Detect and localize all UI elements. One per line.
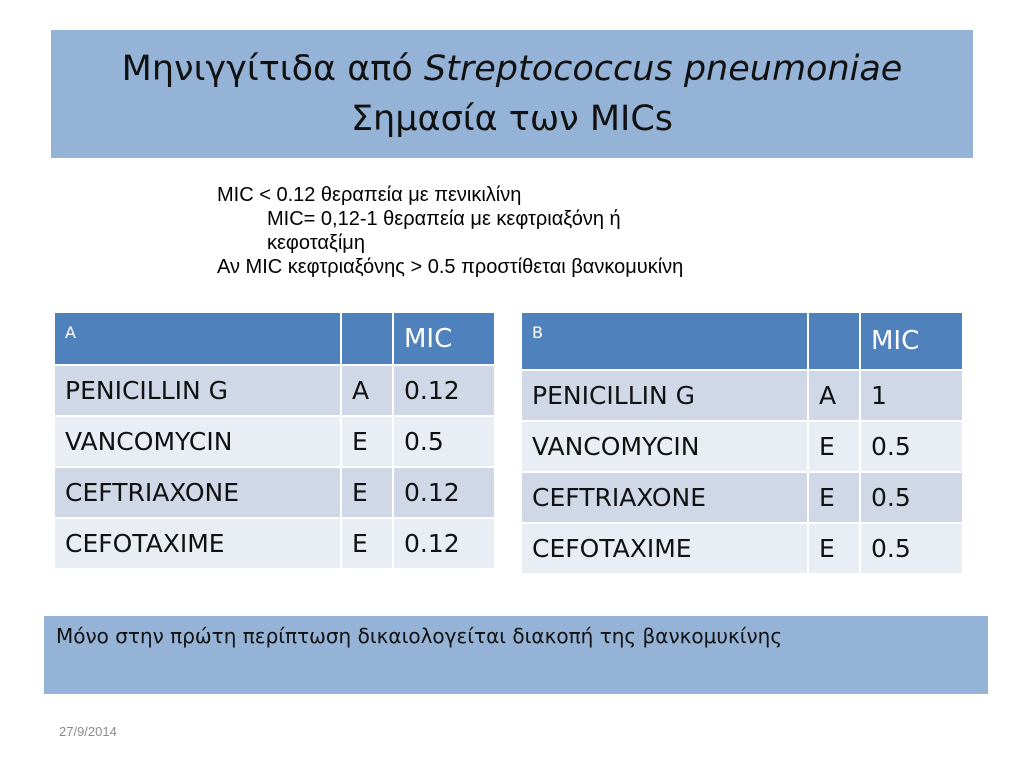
drug-code: E — [341, 518, 393, 569]
table-b-header — [521, 312, 963, 370]
drug-code: E — [808, 421, 860, 472]
table-row — [54, 518, 495, 569]
drug-name: VANCOMYCIN — [521, 421, 808, 472]
table-row — [521, 523, 963, 574]
drug-code: A — [341, 365, 393, 416]
title-prefix: Μηνιγγίτιδα από — [121, 49, 424, 89]
mic-value: 0.12 — [393, 518, 495, 569]
drug-name: VANCOMYCIN — [54, 416, 341, 467]
mic-value: 0.5 — [860, 472, 963, 523]
slide-title — [51, 30, 973, 158]
note-ceftriaxone: MIC= 0,12-1 θεραπεία με κεφτριαξόνη ή — [267, 208, 621, 230]
table-b-mic-header: MIC — [860, 312, 963, 370]
drug-code: E — [808, 523, 860, 574]
table-row — [54, 467, 495, 518]
note-vancomycin: Αν MIC κεφτριαξόνης > 0.5 προστίθεται βανκομυκίνη — [217, 256, 684, 278]
drug-name: CEFOTAXIME — [54, 518, 341, 569]
title-organism: Streptococcus pneumoniae — [423, 49, 903, 89]
table-row — [54, 416, 495, 467]
title-line-1 — [122, 44, 903, 94]
note-cefotaxime: κεφοταξίμη — [267, 232, 365, 254]
table-a-mic-header: MIC — [393, 312, 495, 365]
table-b-col2-header — [808, 312, 860, 370]
table-a — [53, 311, 496, 570]
drug-name: CEFTRIAXONE — [521, 472, 808, 523]
drug-code: E — [341, 416, 393, 467]
title-line-2: Σημασία των MICs — [350, 99, 674, 139]
mic-value: 0.5 — [860, 523, 963, 574]
table-a-label: A — [54, 312, 341, 365]
table-row — [521, 370, 963, 421]
mic-notes — [217, 183, 857, 279]
drug-name: PENICILLIN G — [521, 370, 808, 421]
table-row — [521, 421, 963, 472]
footer-date: 27/9/2014 — [59, 724, 117, 739]
mic-value: 0.5 — [860, 421, 963, 472]
table-row — [521, 472, 963, 523]
drug-code: E — [341, 467, 393, 518]
table-a-header — [54, 312, 495, 365]
drug-code: A — [808, 370, 860, 421]
drug-name: CEFTRIAXONE — [54, 467, 341, 518]
mic-value: 0.12 — [393, 467, 495, 518]
conclusion-text: Μόνο στην πρώτη περίπτωση δικαιολογείται διακοπή της βανκομυκίνης — [56, 624, 783, 648]
table-row — [54, 365, 495, 416]
note-penicillin: MIC < 0.12 θεραπεία με πενικιλίνη — [217, 184, 522, 206]
drug-code: E — [808, 472, 860, 523]
table-b-label: B — [521, 312, 808, 370]
mic-value: 1 — [860, 370, 963, 421]
drug-name: PENICILLIN G — [54, 365, 341, 416]
conclusion-box — [44, 616, 988, 694]
table-b — [520, 311, 964, 575]
drug-name: CEFOTAXIME — [521, 523, 808, 574]
mic-value: 0.12 — [393, 365, 495, 416]
mic-value: 0.5 — [393, 416, 495, 467]
table-a-col2-header — [341, 312, 393, 365]
